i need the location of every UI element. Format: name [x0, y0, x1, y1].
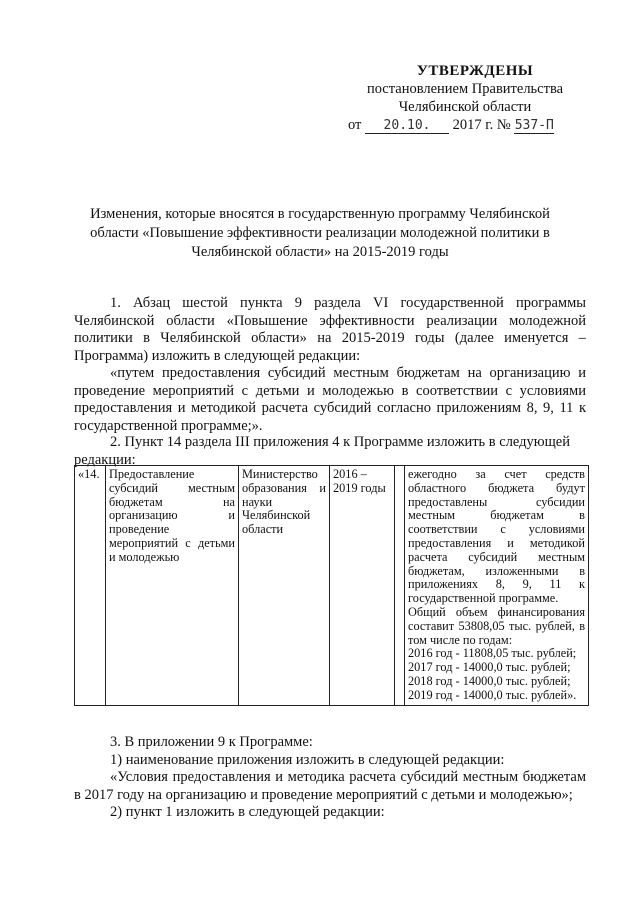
paragraph-3-item-1: 1) наименование приложения изложить в следующей редакции: [110, 751, 505, 768]
result-main: ежегодно за счет средств областного бюджета будут предоставлены субсидии местным бюджетам в соответствии с условиями предоставления и методикой расчета субсидий местным бюджетам, изложенными в приложениях 8, 9, 11 к государственной программе. [408, 467, 585, 606]
paragraph-1-quote: «путем предоставления субсидий местным бюджетам на организацию и проведение мероприятий с детьми и молодежью в соответствии с условиями предоставления и методикой расчета субсидий согласно приложениям 8, 9, 11 к государственной программе;». [74, 365, 586, 434]
paragraph-2: 2. Пункт 14 раздела III приложения 4 к Программе изложить в следующей редакции: [74, 434, 570, 468]
document-title: Изменения, которые вносятся в государственную программу Челябинской области «Повышение эффективности реализации молодежной политики в Челябинской области» на 2015-2019 годы [90, 206, 550, 260]
approval-block [320, 62, 580, 134]
approval-heading: УТВЕРЖДЕНЫ [416, 63, 534, 79]
cell-number: «14. [75, 466, 106, 706]
result-total: Общий объем финансирования составит 53808,05 тыс. рублей, в том числе по годам: [408, 604, 585, 647]
date-value: 20.10. [365, 118, 449, 134]
cell-activity: Предоставление субсидий местным бюджетам на организацию и проведение мероприятий с детьми и молодежью [106, 466, 239, 706]
cell-executor: Министерство образования и науки Челябинской области [239, 466, 330, 706]
date-prefix: от [348, 117, 362, 133]
date-suffix: 2017 г. № [452, 117, 511, 133]
paragraph-1-block [74, 295, 586, 435]
paragraph-3-item-1-quote: «Условия предоставления и методика расчета субсидий местным бюджетам в 2017 году на организацию и проведение мероприятий с детьми и молодежью»; [74, 769, 586, 803]
cell-result [405, 466, 589, 706]
cell-period: 2016 – 2019 годы [330, 466, 395, 706]
result-year-2017: 2017 год - 14000,0 тыс. рублей; [408, 660, 571, 675]
paragraph-3: 3. В приложении 9 к Программе: [110, 734, 313, 750]
paragraph-3-item-2: 2) пункт 1 изложить в следующей редакции: [110, 804, 385, 820]
paragraph-1: 1. Абзац шестой пункта 9 раздела VI государственной программы Челябинской области «Повышение эффективности реализации молодежной политики в Челябинской области» на 2015-2019 годы (далее именуется – Программа) изложить в следующей редакции: [74, 295, 586, 364]
table-row [75, 466, 589, 706]
resolution-number: 537-П [514, 118, 554, 133]
paragraph-3-block [74, 734, 586, 822]
cell-empty [395, 466, 405, 706]
approval-line-2: Челябинской области [398, 99, 532, 115]
paragraph-2-block [74, 434, 586, 469]
result-year-2018: 2018 год - 14000,0 тыс. рублей; [408, 673, 571, 688]
approval-date-line [320, 116, 580, 134]
program-table [74, 465, 588, 706]
result-year-2016: 2016 год - 11808,05 тыс. рублей; [408, 646, 577, 661]
approval-line-1: постановлением Правительства [366, 81, 564, 97]
result-year-2019: 2019 год - 14000,0 тыс. рублей». [408, 687, 577, 702]
